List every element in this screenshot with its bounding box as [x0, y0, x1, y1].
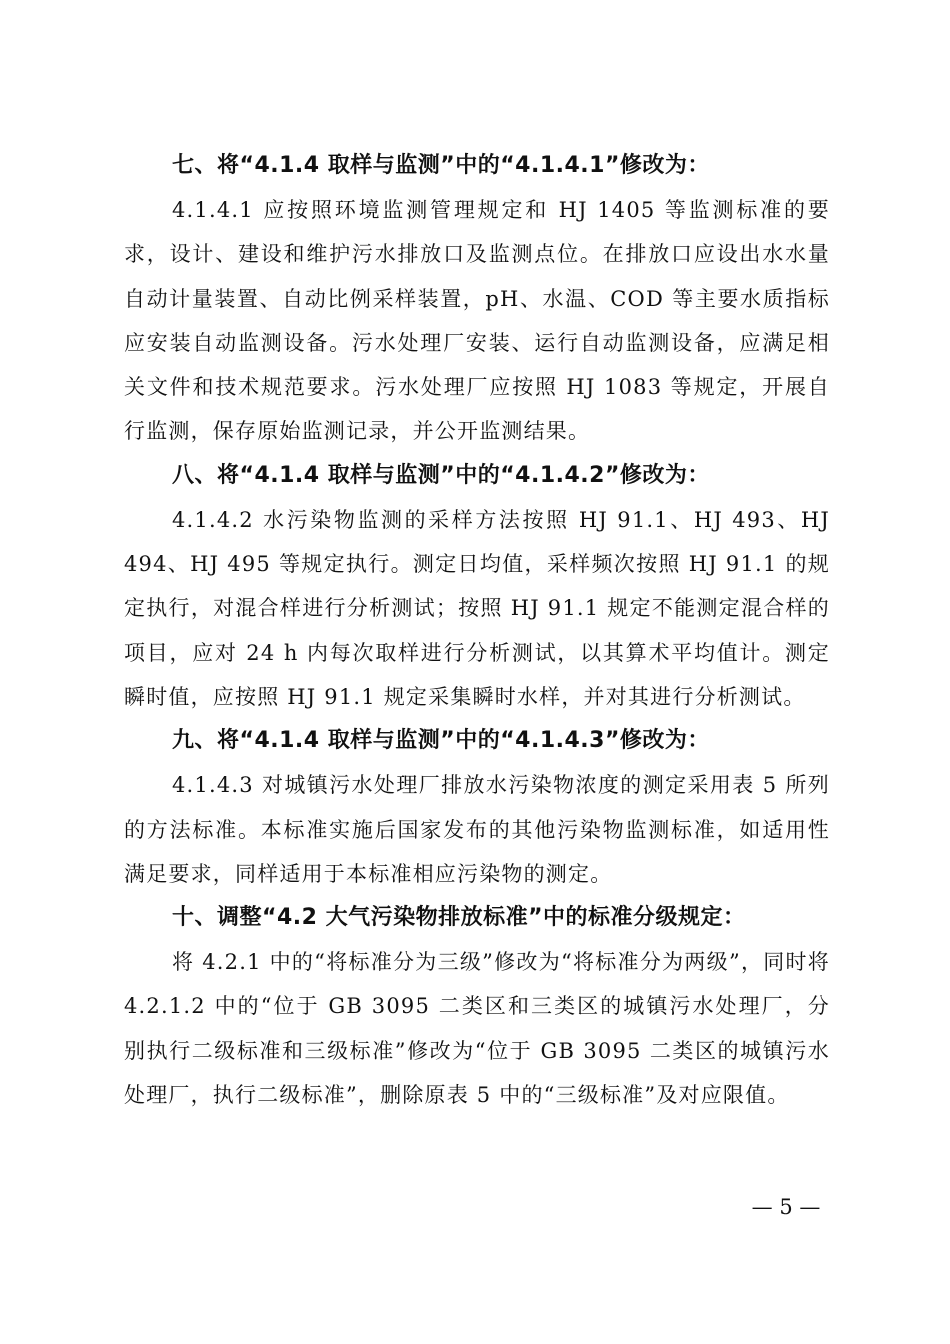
section-paragraph-4-1-4-3: 4.1.4.3 对城镇污水处理厂排放水污染物浓度的测定采用表 5 所列的方法标准。本标准实施后国家发布的其他污染物监测标准，如适用性满足要求，同样适用于本标准相应污染物的测定。 [124, 773, 830, 886]
document-body [124, 144, 830, 1117]
page-number: — 5 — [751, 1195, 821, 1219]
section-heading-7: 七、将“4.1.4 取样与监测”中的“4.1.4.1”修改为： [172, 153, 710, 178]
section-paragraph-4-2-1: 将 4.2.1 中的“将标准分为三级”修改为“将标准分为两级”，同时将 4.2.1.2 中的“位于 GB 3095 二类区和三类区的城镇污水处理厂，分别执行二级标准和三级标准”修改为“位于 GB 3095 二类区的城镇污水处理厂，执行二级标准”，删除原表 5 中的“三级标准”及对应限值。 [124, 950, 830, 1108]
section-paragraph-4-1-4-2: 4.1.4.2 水污染物监测的采样方法按照 HJ 91.1、HJ 493、HJ 494、HJ 495 等规定执行。测定日均值，采样频次按照 HJ 91.1 的规定执行，对混合样进行分析测试；按照 HJ 91.1 规定不能测定混合样的项目，应对 24 h 内每次取样进行分析测试，以其算术平均值计。测定瞬时值，应按照 HJ 91.1 规定采集瞬时水样，并对其进行分析测试。 [124, 507, 830, 709]
section-heading-10: 十、调整“4.2 大气污染物排放标准”中的标准分级规定： [172, 905, 746, 931]
section-heading-8: 八、将“4.1.4 取样与监测”中的“4.1.4.2”修改为： [172, 462, 710, 488]
section-heading-9: 九、将“4.1.4 取样与监测”中的“4.1.4.3”修改为： [172, 728, 710, 754]
section-paragraph-4-1-4-1: 4.1.4.1 应按照环境监测管理规定和 HJ 1405 等监测标准的要求，设计、建设和维护污水排放口及监测点位。在排放口应设出水水量自动计量装置、自动比例采样装置，pH、水温、COD 等主要水质指标应安装自动监测设备。污水处理厂安装、运行自动监测设备，应满足相关文件和技术规范要求。污水处理厂应按照 HJ 1083 等规定，开展自行监测，保存原始监测记录，并公开监测结果。 [124, 198, 830, 444]
